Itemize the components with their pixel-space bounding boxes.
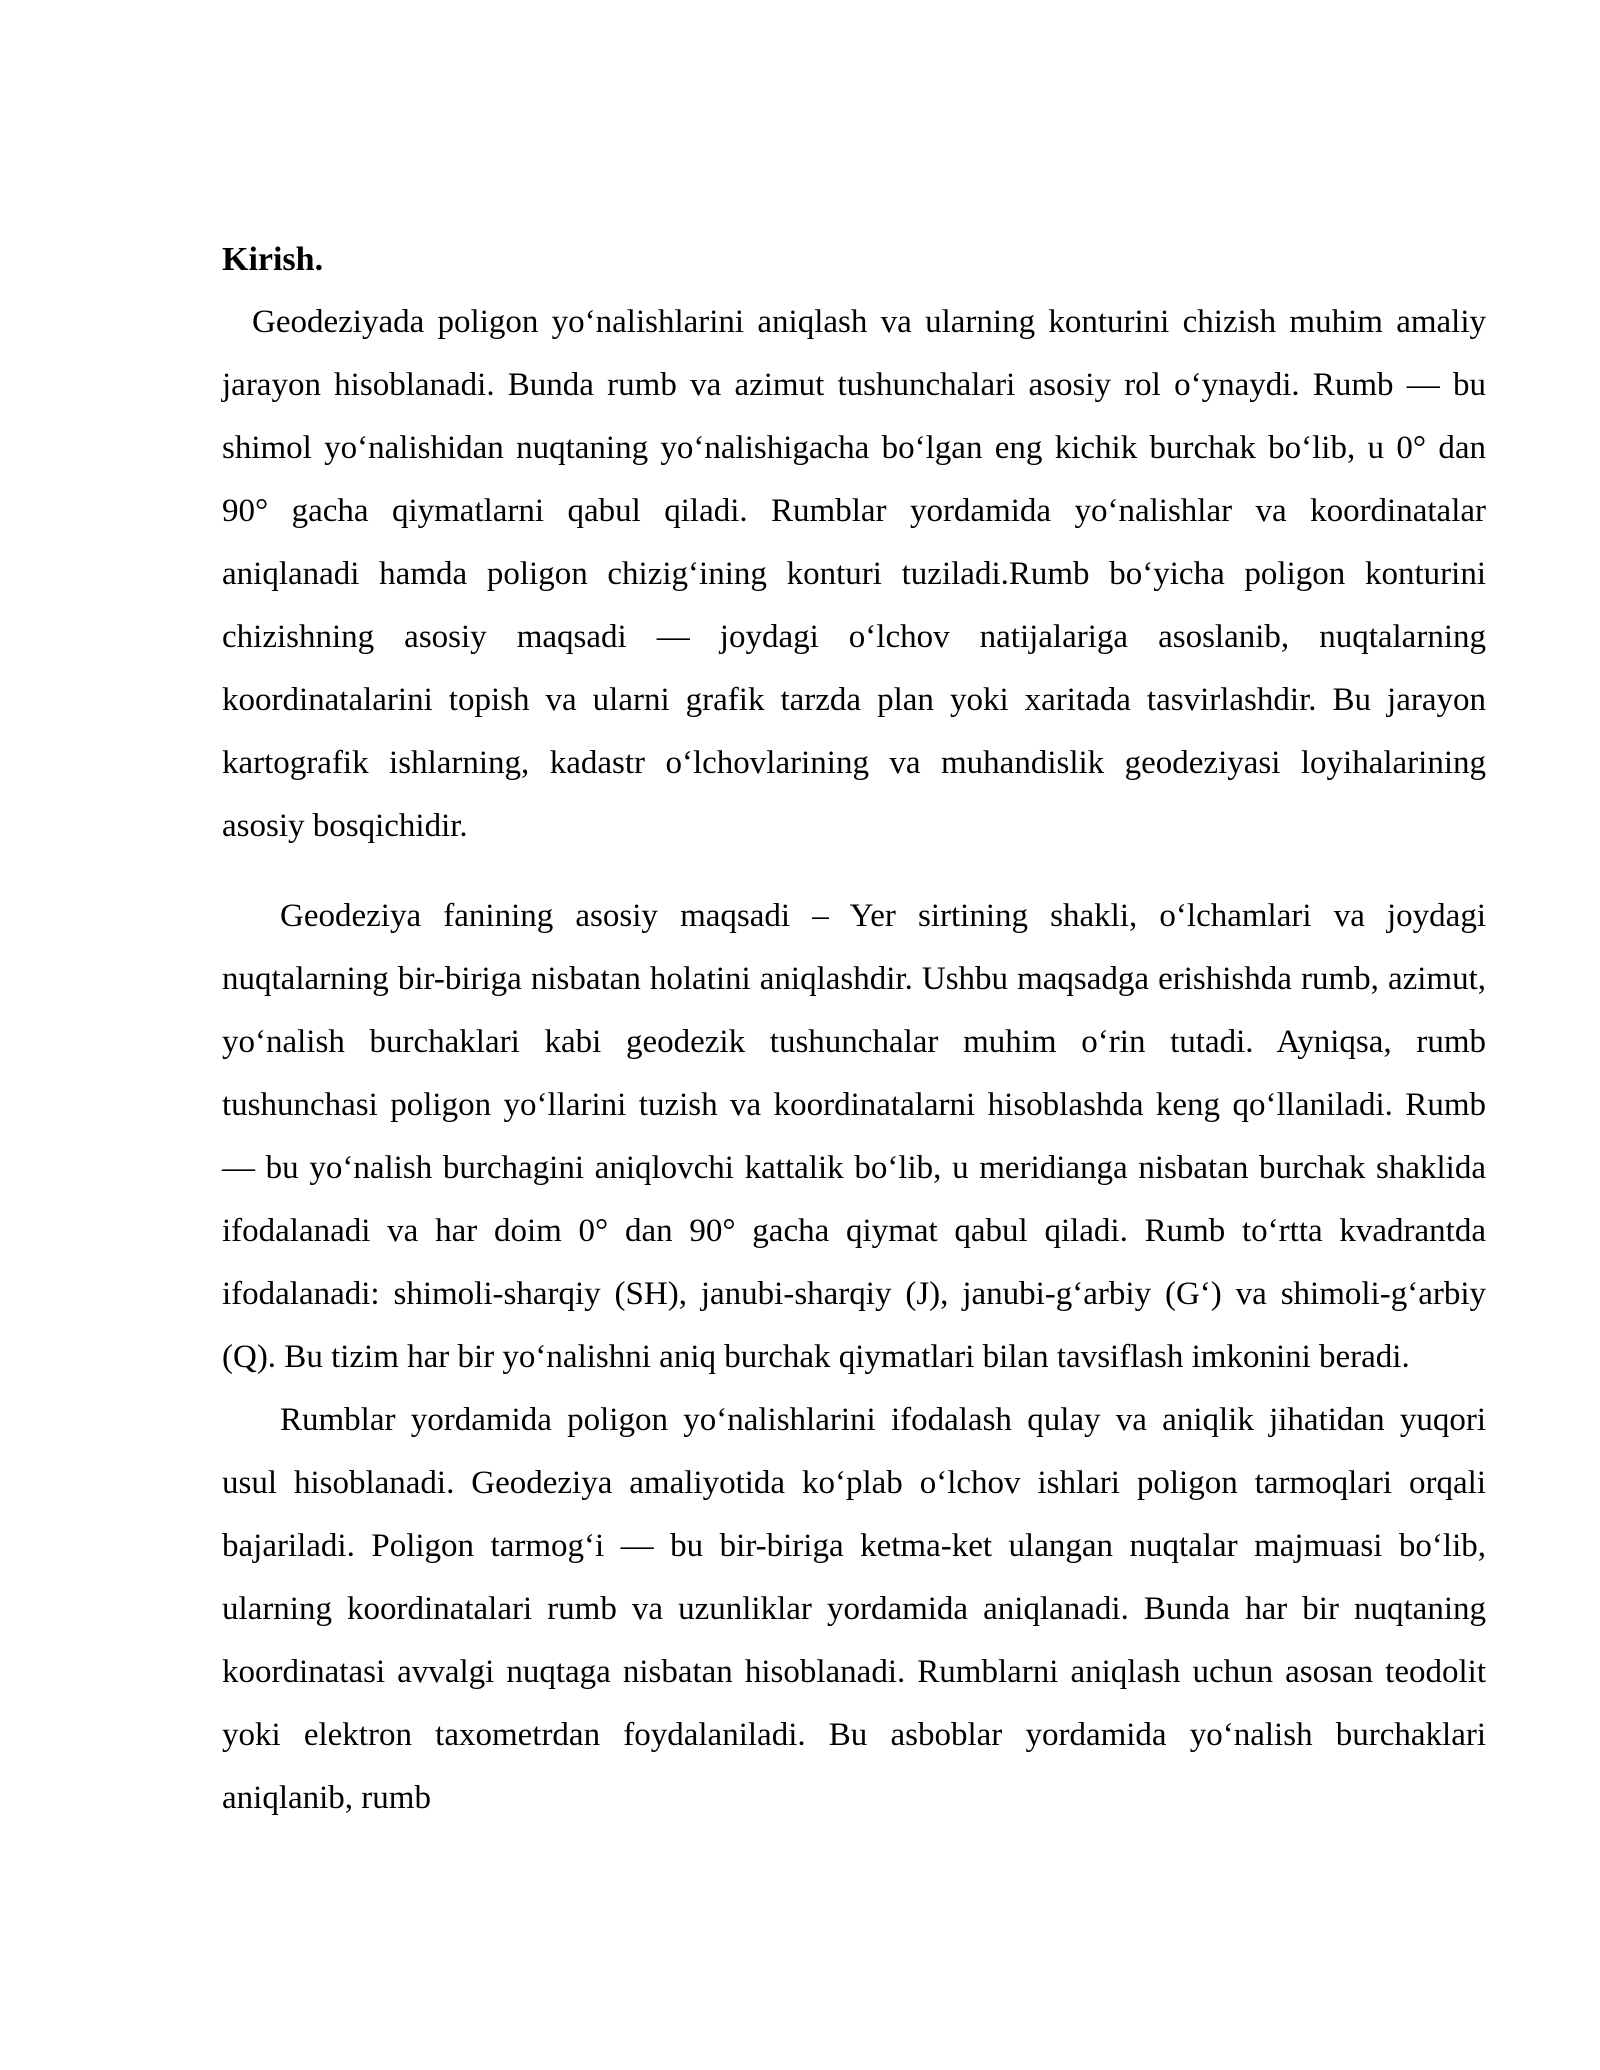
- document-page: [222, 228, 1486, 1830]
- paragraph-2: Geodeziya fanining asosiy maqsadi – Yer sirtining shakli, o‘lchamlari va joydagi nuqtalarning bir-biriga nisbatan holatini aniqlashdir. Ushbu maqsadga erishishda rumb, azimut, yo‘nalish burchaklari kabi geodezik tushunchalar muhim o‘rin tutadi. Ayniqsa, rumb tushunchasi poligon yo‘llarini tuzish va koordinatalarni hisoblashda keng qo‘llaniladi. Rumb — bu yo‘nalish burchagini aniqlovchi kattalik bo‘lib, u meridianga nisbatan burchak shaklida ifodalanadi va har doim 0° dan 90° gacha qiymat qabul qiladi. Rumb to‘rtta kvadrantda ifodalanadi: shimoli-sharqiy (SH), janubi-sharqiy (J), janubi-g‘arbiy (G‘) va shimoli-g‘arbiy (Q). Bu tizim har bir yo‘nalishni aniq burchak qiymatlari bilan tavsiflash imkonini beradi.: [222, 898, 1486, 1375]
- section-heading: Kirish.: [222, 241, 324, 278]
- paragraph-3: Rumblar yordamida poligon yo‘nalishlarini ifodalash qulay va aniqlik jihatidan yuqori usul hisoblanadi. Geodeziya amaliyotida ko‘plab o‘lchov ishlari poligon tarmoqlari orqali bajariladi. Poligon tarmog‘i — bu bir-biriga ketma-ket ulangan nuqtalar majmuasi bo‘lib, ularning koordinatalari rumb va uzunliklar yordamida aniqlanadi. Bunda har bir nuqtaning koordinatasi avvalgi nuqtaga nisbatan hisoblanadi. Rumblarni aniqlash uchun asosan teodolit yoki elektron taxometrdan foydalaniladi. Bu asboblar yordamida yo‘nalish burchaklari aniqlanib, rumb: [222, 1402, 1486, 1816]
- paragraph-1: Geodeziyada poligon yo‘nalishlarini aniqlash va ularning konturini chizish muhim amaliy jarayon hisoblanadi. Bunda rumb va azimut tushunchalari asosiy rol o‘ynaydi. Rumb — bu shimol yo‘nalishidan nuqtaning yo‘nalishigacha bo‘lgan eng kichik burchak bo‘lib, u 0° dan 90° gacha qiymatlarni qabul qiladi. Rumblar yordamida yo‘nalishlar va koordinatalar aniqlanadi hamda poligon chizig‘ining konturi tuziladi.Rumb bo‘yicha poligon konturini chizishning asosiy maqsadi — joydagi o‘lchov natijalariga asoslanib, nuqtalarning koordinatalarini topish va ularni grafik tarzda plan yoki xaritada tasvirlashdir. Bu jarayon kartografik ishlarning, kadastr o‘lchovlarining va muhandislik geodeziyasi loyihalarining asosiy bosqichidir.: [222, 304, 1486, 844]
